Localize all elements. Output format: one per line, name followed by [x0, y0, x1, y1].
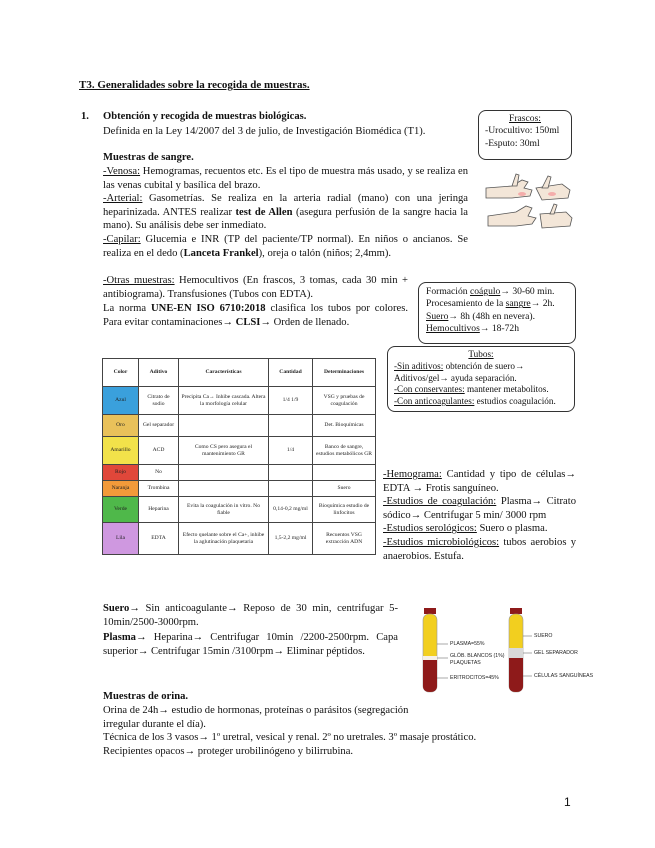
table-row — [103, 415, 376, 437]
table-header-cell: Determinaciones — [313, 359, 376, 387]
table-row — [103, 465, 376, 481]
table-cell — [179, 481, 269, 497]
table-header-row — [103, 359, 376, 387]
capilar-label: -Capilar: — [103, 233, 141, 245]
arterial-label: -Arterial: — [103, 193, 143, 205]
tube-label-globulos-blancos: GLÓB. BLANCOS (1%) — [450, 653, 505, 659]
coag-line-sangre: Procesamiento de la sangre→ 2h. — [426, 298, 555, 310]
table-row — [103, 497, 376, 523]
table-cell: Gel separador — [139, 415, 179, 437]
suero-paragraph: Suero→ Sin anticoagulante→ Reposo de 30 min, centrifugar 5-10min/2500-3000rpm. — [103, 603, 398, 628]
tube-color-cell: Amarillo — [103, 437, 139, 465]
tubos-title: Tubos: — [468, 349, 494, 359]
table-header-cell: Características — [179, 359, 269, 387]
plasma-paragraph: Plasma→ Heparina→ Centrifugar 10min /2200-2500rpm. Capa superior→ Centrifugar 15min /3100rpm→ Eliminar péptidos. — [103, 632, 398, 657]
tube-label-celulas: CÉLULAS SANGUÍNEAS — [534, 673, 594, 679]
venosa-label: -Venosa: — [103, 166, 141, 177]
orina-heading: Muestras de orina. — [103, 691, 189, 702]
table-row — [103, 481, 376, 497]
table-cell: Suero — [313, 481, 376, 497]
microbiologicos-paragraph: -Estudios microbiológicos: tubos aerobios y anaerobios. Estufa. — [383, 536, 576, 562]
capilar-text-2: ), oreja o talón (niños; 2,4mm). — [258, 247, 392, 259]
table-cell: 1/4 1/9 — [269, 387, 313, 415]
suero-plasma-block — [103, 602, 398, 658]
table-cell: 0,14-0,2 mg/ml — [269, 497, 313, 523]
table-cell: EDTA — [139, 523, 179, 555]
norma-bold-2: CLSI — [235, 316, 261, 328]
tubos-line-conservantes: -Con conservantes: mantener metabolitos. — [394, 384, 549, 395]
tube-color-cell: Oro — [103, 415, 139, 437]
section-number: 1. — [81, 111, 89, 122]
table-cell: Citrato de sodio — [139, 387, 179, 415]
page-number: 1 — [564, 795, 571, 809]
blood-tubes-illustration — [404, 606, 600, 696]
table-cell: ACD — [139, 437, 179, 465]
tubos-note-box — [387, 346, 575, 412]
venosa-text: Hemogramas, recuentos etc. Es el tipo de muestra más usado, y se realiza en las venas cubital y basílica del brazo. — [103, 166, 468, 191]
coagulo-note-box — [418, 282, 576, 344]
coag-line-suero: Suero→ 8h (48h en nevera). — [426, 310, 535, 322]
table-header-cell: Cantidad — [269, 359, 313, 387]
otras-label: -Otras muestras: — [103, 275, 175, 286]
tube-label-gel: GEL SEPARADOR — [534, 650, 578, 656]
tube-color-cell: Lila — [103, 523, 139, 555]
norma-text-2: clasifica los tubos por colores. Para evitar contaminaciones→ — [103, 303, 408, 328]
capilar-text-1: Glucemia e INR (TP del paciente/TP normal). En niños o ancianos. Se realiza en el dedo ( — [103, 233, 468, 259]
arterial-text-1: Gasometrías. Se realiza en la arteria radial (mano) con una jeringa heparinizada. ANTES realizar — [103, 193, 468, 218]
table-cell: Como CS pero asegura el mantenimiento GR — [179, 437, 269, 465]
tube-color-table — [102, 358, 376, 555]
arterial-text-2: (asegura perfusión de la sangre hacia la mano). Su análisis debe ser inmediato. — [103, 206, 468, 232]
table-cell — [269, 465, 313, 481]
table-cell: 1,5-2,2 mg/ml — [269, 523, 313, 555]
otras-paragraph — [103, 274, 408, 301]
hemograma-paragraph: -Hemograma: Cantidad y tipo de células→ EDTA → Frotis sanguíneo. — [383, 469, 576, 494]
serologicos-paragraph: -Estudios serológicos: Suero o plasma. — [383, 523, 548, 535]
table-cell: Recuentos VSG extracción ADN — [313, 523, 376, 555]
tube-color-cell: Rojo — [103, 465, 139, 481]
norma-text-1: La norma — [103, 303, 152, 315]
tube-color-cell: Naranja — [103, 481, 139, 497]
table-cell: 1/4 — [269, 437, 313, 465]
table-cell — [269, 481, 313, 497]
venosa-paragraph — [103, 165, 468, 192]
allen-test-hands-illustration — [482, 166, 574, 236]
table-cell: Heparina — [139, 497, 179, 523]
tubos-line-anticoagulantes: -Con anticoagulantes: estudios coagulación. — [394, 396, 556, 407]
estudios-block — [383, 468, 576, 563]
coagulacion-paragraph: -Estudios de coagulación: Plasma→ Citrato sódico→ Centrifugar 5 min/ 3000 rpm — [383, 496, 576, 521]
table-cell: Det. Bioquímicas — [313, 415, 376, 437]
frascos-title: Frascos: — [509, 113, 541, 124]
norma-bold: UNE-EN ISO 6710:2018 — [151, 303, 266, 315]
table-cell: Evita la coagulación in vitro. No fiable — [179, 497, 269, 523]
sangre-heading: Muestras de sangre. — [103, 152, 194, 163]
orina-line-recipientes: Recipientes opacos→ proteger urobilinógeno y bilirrubina. — [103, 745, 354, 757]
table-row — [103, 437, 376, 465]
table-cell: Precipita Ca→ Inhibe cascada. Altera la morfología celular — [179, 387, 269, 415]
section-heading: Obtención y recogida de muestras biológicas. — [103, 111, 307, 122]
table-cell — [179, 465, 269, 481]
norma-text-3: → Orden de llenado. — [260, 316, 350, 328]
section-definition: Definida en la Ley 14/2007 del 3 de julio, de Investigación Biomédica (T1). — [103, 126, 426, 137]
tubos-line-sin-aditivos: -Sin aditivos: obtención de suero→ — [394, 360, 525, 371]
table-cell: Efecto quelante sobre el Ca+, inhibe la aglutinación plaquetaria — [179, 523, 269, 555]
table-cell: VSG y pruebas de coagulación — [313, 387, 376, 415]
tubos-line-aditivos: Aditivos/gel→ ayuda separación. — [394, 372, 517, 383]
coag-line-hemocultivos: Hemocultivos→ 18-72h — [426, 323, 519, 335]
table-cell: Bioquímica estudio de linfocitos — [313, 497, 376, 523]
orina-line-24h: Orina de 24h→ estudio de hormonas, proteínas o parásitos (segregación irregular durante el día). — [103, 705, 409, 730]
tube-color-cell: Azul — [103, 387, 139, 415]
table-header-cell: Aditivo — [139, 359, 179, 387]
arterial-bold: test de Allen — [235, 206, 293, 218]
frascos-line-esputo: -Esputo: 30ml — [485, 137, 540, 149]
table-cell — [179, 415, 269, 437]
frascos-note-box — [478, 110, 572, 160]
page-title: T3. Generalidades sobre la recogida de muestras. — [79, 79, 310, 91]
arterial-paragraph — [103, 192, 468, 233]
table-cell — [269, 415, 313, 437]
otras-text: Hemocultivos (En frascos, 3 tomas, cada 30 min + antibiograma). Transfusiones (Tubos con EDTA). — [103, 275, 408, 300]
sangre-body — [103, 165, 468, 260]
otras-block — [103, 274, 408, 329]
tube-label-suero: SUERO — [534, 633, 553, 639]
orina-line-3-vasos: Técnica de los 3 vasos→ 1º uretral, vesical y renal. 2º no uretrales. 3º masaje prostático. — [103, 732, 477, 744]
tube-label-eritrocitos: ERITROCITOS=45% — [450, 675, 499, 681]
frascos-line-urocultivo: -Urocultivo: 150ml — [485, 125, 560, 137]
table-cell — [313, 465, 376, 481]
tube-label-plaquetas: PLAQUETAS — [450, 660, 481, 666]
table-row — [103, 387, 376, 415]
capilar-paragraph — [103, 233, 468, 260]
table-row — [103, 523, 376, 555]
coag-line-coagulo: Formación coágulo→ 30-60 min. — [426, 286, 555, 297]
tube-label-plasma: PLASMA=55% — [450, 641, 485, 647]
capilar-bold: Lanceta Frankel — [183, 247, 259, 259]
table-cell: No — [139, 465, 179, 481]
table-cell: Trombina — [139, 481, 179, 497]
orina-body — [103, 704, 523, 758]
table-header-cell: Color — [103, 359, 139, 387]
tube-color-cell: Verde — [103, 497, 139, 523]
norma-paragraph — [103, 302, 408, 329]
table-cell: Banco de sangre, estudios metabólicos GR — [313, 437, 376, 465]
